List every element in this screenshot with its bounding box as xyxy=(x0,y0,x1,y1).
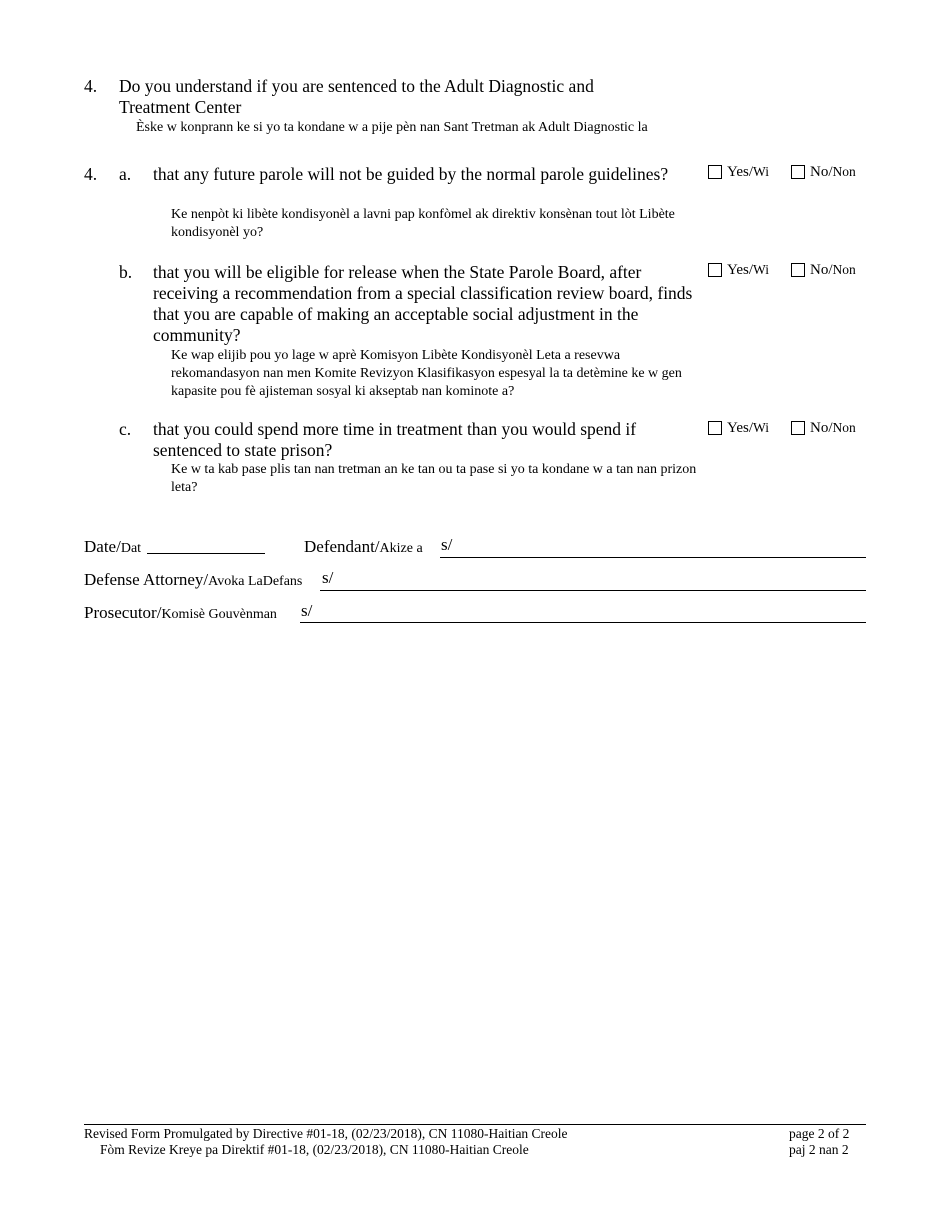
item-a-yes-checkbox[interactable]: Yes/ Wi xyxy=(708,163,769,181)
item-c-no-checkbox[interactable]: No/ Non xyxy=(791,419,856,437)
prosecutor-signature: s/ xyxy=(301,601,313,620)
defendant-signature-line[interactable] xyxy=(440,557,866,558)
defendant-signature: s/ xyxy=(441,535,453,554)
prosecutor-label: Prosecutor/Komisè Gouvènman xyxy=(84,603,277,622)
question-text-en: Do you understand if you are sentenced to the Adult Diagnostic and Treatment Center xyxy=(119,76,594,117)
page-number-en: page 2 of 2 xyxy=(789,1126,850,1141)
item-c-yes-checkbox[interactable]: Yes/ Wi xyxy=(708,419,769,437)
footer-line-en: Revised Form Promulgated by Directive #01-18, (02/23/2018), CN 11080-Haitian Creole xyxy=(84,1126,568,1141)
item-c-text-en: that you could spend more time in treatment than you would spend if sentenced to state prison? xyxy=(153,419,637,460)
item-c-text-ht: Ke w ta kab pase plis tan nan tretman an ke tan ou ta pase si yo ta kondane w a tan nan prizon leta? xyxy=(171,462,697,495)
item-b-letter: b. xyxy=(119,262,133,282)
attorney-signature-line[interactable] xyxy=(320,590,866,591)
item-b-text-ht: Ke wap elijib pou yo lage w aprè Komisyon Libète Kondisyonèl Leta a resevwa rekomandasyon nan men Komite Revizyon Klasifikasyon espesyal la ta detèmine ke w gen kapasite pou fè ajisteman sosyal ki akseptab nan kominote a? xyxy=(171,348,682,399)
page-number-ht: paj 2 nan 2 xyxy=(789,1142,849,1157)
checkbox-icon[interactable] xyxy=(708,165,722,179)
item-b-yes-checkbox[interactable]: Yes/ Wi xyxy=(708,261,769,279)
item-a-text-en: that any future parole will not be guided by the normal parole guidelines? xyxy=(153,164,669,184)
item-c-letter: c. xyxy=(119,419,132,439)
item-b-no-checkbox[interactable]: No/ Non xyxy=(791,261,856,279)
item-a-text-ht: Ke nenpòt ki libète kondisyonèl a lavni pap konfòmel ak direktiv konsènan tout lòt Libète kondisyonèl yo? xyxy=(171,207,675,240)
item-a-number: 4. xyxy=(84,164,98,184)
attorney-signature: s/ xyxy=(322,568,334,587)
checkbox-icon[interactable] xyxy=(708,263,722,277)
question-number: 4. xyxy=(84,76,98,96)
item-a-no-checkbox[interactable]: No/ Non xyxy=(791,163,856,181)
checkbox-icon[interactable] xyxy=(791,165,805,179)
footer-divider xyxy=(84,1124,866,1125)
item-b-text-en: that you will be eligible for release when the State Parole Board, after receiving a recommendation from a special classification review board, finds that you are capable of making an acceptable social adjustment in the community? xyxy=(153,262,693,345)
date-label: Date/Dat xyxy=(84,537,142,556)
question-text-ht: Èske w konprann ke si yo ta kondane w a pije pèn nan Sant Tretman ak Adult Diagnostic la xyxy=(136,120,648,135)
attorney-label: Defense Attorney/Avoka LaDefans xyxy=(84,570,303,589)
checkbox-icon[interactable] xyxy=(791,421,805,435)
checkbox-icon[interactable] xyxy=(708,421,722,435)
footer-line-ht: Fòm Revize Kreye pa Direktif #01-18, (02/23/2018), CN 11080-Haitian Creole xyxy=(100,1142,529,1157)
checkbox-icon[interactable] xyxy=(791,263,805,277)
date-field[interactable] xyxy=(147,553,265,554)
defendant-label: Defendant/Akize a xyxy=(304,537,423,556)
item-a-letter: a. xyxy=(119,164,132,184)
prosecutor-signature-line[interactable] xyxy=(300,622,866,623)
